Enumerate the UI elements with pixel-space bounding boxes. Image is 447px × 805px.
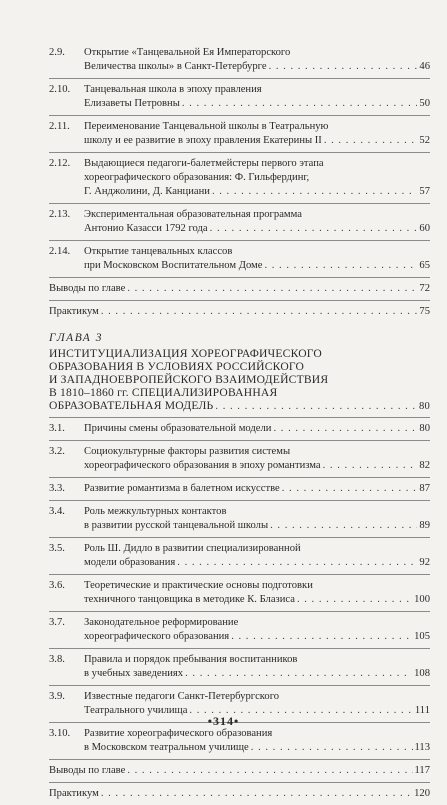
toc-entry-number: 2.12. bbox=[49, 158, 71, 169]
toc-page-number: 100 bbox=[414, 594, 430, 605]
toc-entry-number: 3.7. bbox=[49, 617, 65, 628]
toc-entry-text: хореографического образования bbox=[84, 631, 230, 642]
toc-entry-number: 2.14. bbox=[49, 246, 71, 257]
toc-entry-text: в учебных заведениях bbox=[84, 668, 184, 679]
toc-entry bbox=[49, 482, 430, 496]
toc-page-number: 120 bbox=[414, 788, 430, 799]
toc-leader-dots bbox=[273, 422, 417, 436]
toc-entry-number: 3.5. bbox=[49, 543, 65, 554]
toc-page-number: 60 bbox=[419, 223, 430, 234]
toc-entry-text: Выводы по главе bbox=[49, 765, 126, 776]
toc-entry-text: в Московском театральном училище bbox=[84, 742, 249, 753]
chapter-title-line: И ЗАПАДНОЕВРОПЕЙСКОГО ВЗАИМОДЕЙСТВИЯ bbox=[49, 373, 329, 386]
toc-entry-number: 3.8. bbox=[49, 654, 65, 665]
toc-separator bbox=[49, 440, 430, 441]
toc-entry-last-line bbox=[84, 134, 430, 148]
toc-leader-dots bbox=[282, 482, 418, 496]
toc-separator bbox=[49, 648, 430, 649]
toc-entry-last-line bbox=[84, 459, 430, 473]
toc-entry bbox=[49, 46, 430, 74]
toc-leader-dots bbox=[127, 282, 417, 296]
toc-entry-last-line bbox=[49, 282, 430, 296]
toc-leader-dots bbox=[215, 400, 417, 413]
chapter-title-line: ИНСТИТУЦИАЛИЗАЦИЯ ХОРЕОГРАФИЧЕСКОГО bbox=[49, 347, 322, 360]
toc-entry-number: 2.10. bbox=[49, 84, 71, 95]
toc-entry-line: Выдающиеся педагоги-балетмейстеры первого этапа bbox=[84, 158, 324, 169]
toc-leader-dots bbox=[210, 222, 418, 236]
toc-page-number: 117 bbox=[414, 765, 430, 776]
toc-entry-number: 2.11. bbox=[49, 121, 70, 132]
toc-page-number: 46 bbox=[419, 61, 430, 72]
chapter-title-last-line bbox=[49, 399, 430, 413]
toc-page-number: 111 bbox=[414, 705, 430, 716]
toc-entry-line: Законодательное реформирование bbox=[84, 617, 239, 628]
toc-page-number: 57 bbox=[419, 186, 430, 197]
toc-separator bbox=[49, 115, 430, 116]
toc-page-number: 80 bbox=[419, 423, 430, 434]
chapter-title-line: ОБРАЗОВАНИЯ В УСЛОВИЯХ РОССИЙСКОГО bbox=[49, 360, 305, 373]
toc-entry bbox=[49, 445, 430, 473]
toc-entry bbox=[49, 120, 430, 148]
toc-entry bbox=[49, 505, 430, 533]
toc-entry-line: Правила и порядок пребывания воспитанников bbox=[84, 654, 298, 665]
chapter-title-line: В 1810–1860 гг. СПЕЦИАЛИЗИРОВАННАЯ bbox=[49, 386, 278, 399]
toc-separator bbox=[49, 417, 430, 418]
table-of-contents bbox=[49, 46, 430, 805]
toc-entry bbox=[49, 282, 430, 296]
toc-leader-dots bbox=[270, 519, 417, 533]
toc-entry-text: Развитие романтизма в балетном искусстве bbox=[84, 483, 280, 494]
toc-entry bbox=[49, 727, 430, 755]
toc-entry-last-line bbox=[84, 741, 430, 755]
toc-entry bbox=[49, 245, 430, 273]
toc-separator bbox=[49, 500, 430, 501]
toc-entry bbox=[49, 83, 430, 111]
toc-page-number: 87 bbox=[419, 483, 430, 494]
toc-entry-number: 3.9. bbox=[49, 691, 65, 702]
toc-entry-line: Роль Ш. Дидло в развитии специализированной bbox=[84, 543, 301, 554]
toc-separator bbox=[49, 78, 430, 79]
toc-page-number: 108 bbox=[414, 668, 430, 679]
toc-entry-last-line bbox=[84, 97, 430, 111]
toc-entry-number: 2.13. bbox=[49, 209, 71, 220]
toc-entry-line: Роль межкультурных контактов bbox=[84, 506, 227, 517]
toc-entry-last-line bbox=[49, 764, 430, 778]
toc-entry-line: Переименование Танцевальной школы в Театральную bbox=[84, 121, 329, 132]
toc-page-number: 75 bbox=[419, 306, 430, 317]
toc-entry-number: 2.9. bbox=[49, 47, 65, 58]
toc-entry-line: Известные педагоги Санкт-Петербургского bbox=[84, 691, 280, 702]
chapter-label: ГЛАВА 3 bbox=[49, 332, 103, 344]
toc-separator bbox=[49, 240, 430, 241]
toc-entry-number: 3.4. bbox=[49, 506, 65, 517]
toc-leader-dots bbox=[101, 787, 412, 801]
toc-separator bbox=[49, 152, 430, 153]
toc-entry-text: Елизаветы Петровны bbox=[84, 98, 180, 109]
toc-entry bbox=[49, 579, 430, 607]
toc-entry bbox=[49, 787, 430, 801]
toc-entry-text: Практикум bbox=[49, 788, 99, 799]
toc-entry-line: Развитие хореографического образования bbox=[84, 728, 273, 739]
toc-entry bbox=[49, 616, 430, 644]
toc-separator bbox=[49, 203, 430, 204]
toc-leader-dots bbox=[264, 259, 417, 273]
toc-leader-dots bbox=[323, 459, 418, 473]
toc-entry-text: Причины смены образовательной модели bbox=[84, 423, 272, 434]
toc-page-number: 82 bbox=[419, 460, 430, 471]
toc-entry-text: Величества школы» в Санкт-Петербурге bbox=[84, 61, 267, 72]
toc-entry-last-line bbox=[84, 222, 430, 236]
toc-page-number: 72 bbox=[419, 283, 430, 294]
toc-entry bbox=[49, 653, 430, 681]
toc-entry-line: Танцевальная школа в эпоху правления bbox=[84, 84, 262, 95]
toc-page-number: 50 bbox=[419, 98, 430, 109]
toc-page-number: 105 bbox=[414, 631, 430, 642]
toc-page-number: 89 bbox=[419, 520, 430, 531]
toc-page-number: 52 bbox=[419, 135, 430, 146]
toc-entry-last-line bbox=[84, 630, 430, 644]
toc-separator bbox=[49, 611, 430, 612]
toc-entry-number: 3.10. bbox=[49, 728, 71, 739]
toc-entry-last-line bbox=[84, 556, 430, 570]
toc-separator bbox=[49, 277, 430, 278]
toc-entry-text: Практикум bbox=[49, 306, 99, 317]
toc-entry-text: техничного танцовщика в методике К. Блазиса bbox=[84, 594, 295, 605]
toc-leader-dots bbox=[182, 97, 418, 111]
toc-entry-text: Театрального училища bbox=[84, 705, 188, 716]
toc-entry-last-line bbox=[84, 667, 430, 681]
toc-entry-line: Теоретические и практические основы подготовки bbox=[84, 580, 313, 591]
toc-entry bbox=[49, 764, 430, 778]
toc-entry-last-line bbox=[84, 185, 430, 199]
toc-separator bbox=[49, 537, 430, 538]
toc-entry bbox=[49, 422, 430, 436]
toc-leader-dots bbox=[324, 134, 418, 148]
toc-entry-last-line bbox=[84, 422, 430, 436]
toc-leader-dots bbox=[177, 556, 417, 570]
chapter-title bbox=[49, 347, 430, 413]
toc-entry-number: 3.2. bbox=[49, 446, 65, 457]
toc-entry-last-line bbox=[84, 482, 430, 496]
toc-separator bbox=[49, 685, 430, 686]
toc-entry-last-line bbox=[49, 305, 430, 319]
toc-entry-line: Экспериментальная образовательная программа bbox=[84, 209, 302, 220]
page-number: •314• bbox=[207, 714, 240, 728]
toc-entry-last-line bbox=[49, 787, 430, 801]
toc-leader-dots bbox=[127, 764, 412, 778]
toc-page-number: 113 bbox=[414, 742, 430, 753]
toc-page-number: 92 bbox=[419, 557, 430, 568]
toc-leader-dots bbox=[251, 741, 413, 755]
toc-separator bbox=[49, 574, 430, 575]
toc-entry-text: при Московском Воспитательном Доме bbox=[84, 260, 263, 271]
toc-entry-text: школу и ее развитие в эпоху правления Екатерины II bbox=[84, 135, 322, 146]
toc-entry bbox=[49, 542, 430, 570]
toc-entry-number: 3.1. bbox=[49, 423, 65, 434]
toc-leader-dots bbox=[269, 60, 418, 74]
toc-entry-text: модели образования bbox=[84, 557, 176, 568]
toc-separator bbox=[49, 759, 430, 760]
toc-page-number: 80 bbox=[419, 401, 430, 412]
toc-page-number: 65 bbox=[419, 260, 430, 271]
toc-entry-number: 3.3. bbox=[49, 483, 65, 494]
toc-separator bbox=[49, 300, 430, 301]
toc-entry bbox=[49, 157, 430, 199]
toc-entry-last-line bbox=[84, 259, 430, 273]
toc-entry-text: Антонио Казасси 1792 года bbox=[84, 223, 208, 234]
toc-entry-line: Открытие «Танцевальной Ея Императорского bbox=[84, 47, 291, 58]
toc-entry-number: 3.6. bbox=[49, 580, 65, 591]
toc-entry bbox=[49, 208, 430, 236]
toc-entry-line: Открытие танцевальных классов bbox=[84, 246, 233, 257]
toc-entry-last-line bbox=[84, 519, 430, 533]
toc-leader-dots bbox=[101, 305, 418, 319]
toc-entry-last-line bbox=[84, 60, 430, 74]
toc-separator bbox=[49, 477, 430, 478]
toc-entry-line: хореографического образования: Ф. Гильфердинг, bbox=[84, 172, 310, 183]
toc-entry-text: в развитии русской танцевальной школы bbox=[84, 520, 269, 531]
toc-leader-dots bbox=[185, 667, 412, 681]
toc-entry-text: хореографического образования в эпоху романтизма bbox=[84, 460, 321, 471]
chapter-title-text: ОБРАЗОВАТЕЛЬНАЯ МОДЕЛЬ bbox=[49, 399, 214, 412]
toc-entry bbox=[49, 305, 430, 319]
toc-separator bbox=[49, 782, 430, 783]
toc-leader-dots bbox=[212, 185, 417, 199]
toc-entry-last-line bbox=[84, 593, 430, 607]
toc-entry-text: Г. Анджолини, Д. Канциани bbox=[84, 186, 210, 197]
toc-leader-dots bbox=[231, 630, 412, 644]
toc-entry-line: Социокультурные факторы развития системы bbox=[84, 446, 291, 457]
toc-leader-dots bbox=[297, 593, 412, 607]
toc-entry-text: Выводы по главе bbox=[49, 283, 126, 294]
